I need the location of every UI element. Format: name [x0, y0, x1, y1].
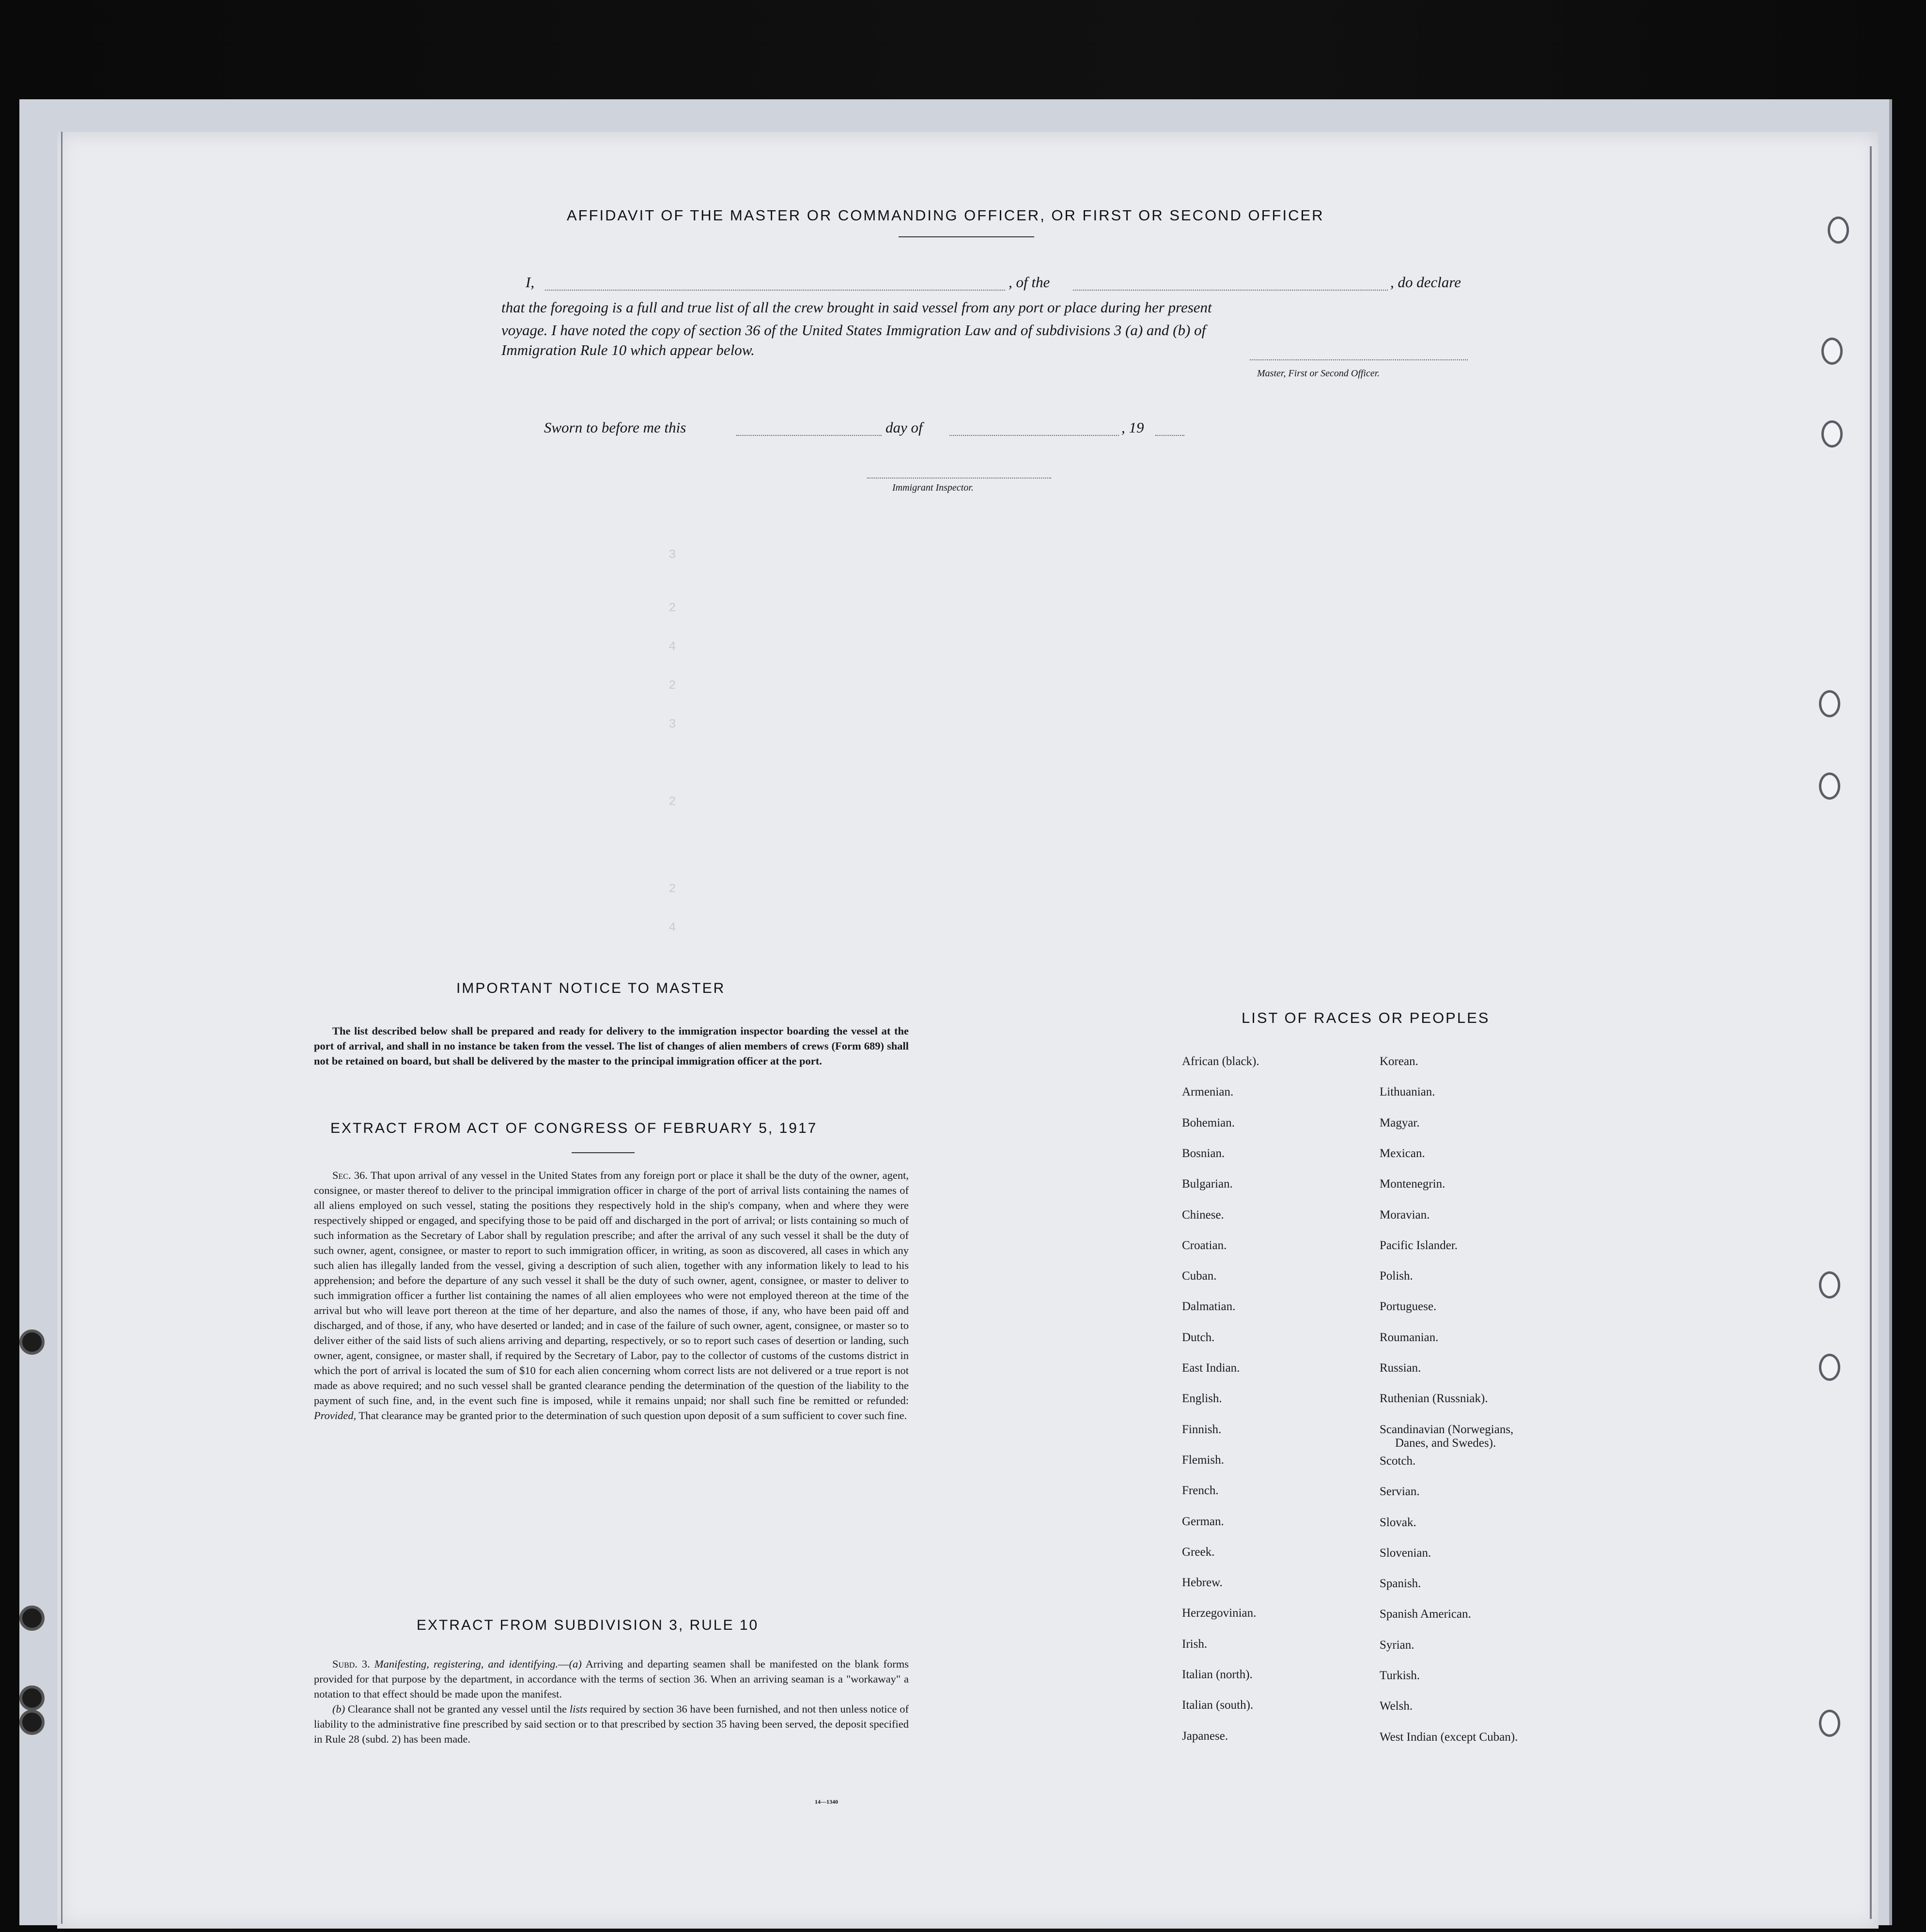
- section-label: Sec. 36.: [332, 1169, 368, 1181]
- race-item: Italian (south).: [1182, 1699, 1254, 1712]
- race-item: Servian.: [1380, 1485, 1420, 1499]
- race-item: East Indian.: [1182, 1361, 1240, 1375]
- rule-extract-title: EXTRACT FROM SUBDIVISION 3, RULE 10: [417, 1617, 759, 1633]
- important-notice-text: [314, 1023, 909, 1068]
- page-edge-line: [1870, 146, 1872, 1919]
- race-item: Spanish American.: [1380, 1607, 1471, 1621]
- race-item: Moravian.: [1380, 1208, 1430, 1221]
- race-item: African (black).: [1182, 1055, 1259, 1068]
- subdivision-label: Subd. 3.: [332, 1658, 370, 1670]
- affidavit-body-line: voyage. I have noted the copy of section 36 of the United States Immigration Law and of subdivisions 3 (a) and (b) of: [501, 322, 1206, 339]
- form-code: 14—1340: [815, 1798, 838, 1805]
- race-item: Turkish.: [1380, 1669, 1420, 1682]
- page-edge-line: [61, 132, 62, 1924]
- bleed-through-mark: 4: [668, 639, 676, 654]
- race-item: Russian.: [1380, 1361, 1421, 1375]
- sworn-text: Sworn to before me this: [544, 419, 686, 436]
- race-item-continuation: Danes, and Swedes).: [1395, 1436, 1496, 1450]
- act-extract-title: EXTRACT FROM ACT OF CONGRESS OF FEBRUARY 5, 1917: [330, 1120, 818, 1136]
- clause-b-text: Clearance shall not be granted any vessel until the: [348, 1703, 567, 1715]
- bleed-through-mark: 2: [668, 601, 676, 615]
- race-item: Bosnian.: [1182, 1146, 1225, 1160]
- race-item: Chinese.: [1182, 1208, 1224, 1221]
- lists-word: lists: [569, 1703, 588, 1715]
- bleed-through-mark: 3: [668, 717, 676, 731]
- subdivision-heading: Manifesting, registering, and identifying.: [374, 1658, 559, 1670]
- race-item: West Indian (except Cuban).: [1380, 1730, 1518, 1744]
- signature-caption: Master, First or Second Officer.: [1257, 368, 1380, 379]
- affidavit-body-line: that the foregoing is a full and true list of all the crew brought in said vessel from any port or place during her present: [501, 299, 1212, 316]
- act-body: That upon arrival of any vessel in the United States from any foreign port or place it shall be the duty of the owner, agent, consignee, or master thereof to deliver to the principal immigration officer in charge of the port of arrival lists containing the names of all aliens employed on such vessel, stating the positions they respectively hold in the ship's company, when and where they were respectively shipped or engaged, and specifying those to be paid off and discharged in the port of arrival; or lists containing so much of such information as the Secretary of Labor shall by regulation prescribe; and after the arrival of any such vessel it shall be the duty of such owner, agent, consignee, or master to report to such immigration officer, in writing, as soon as discovered, all cases in which any such alien has illegally landed from the vessel, giving a description of such alien, together with any information likely to lead to his apprehension; and before the departure of any such vessel it shall be the duty of such owner, agent, consignee, or master to deliver to such immigration officer a further list containing the names of all alien employees who were not employed thereon at the time of the arrival but who will leave port thereon at the time of her departure, and also the names of those, if any, who have been paid off and discharged, and of those, if any, who have deserted or landed; and in case of the failure of such owner, agent, consignee, or master so to deliver either of the said lists of such aliens arriving and departing, respectively, or so to report such cases of desertion or landing, such owner, agent, consignee, or master shall, if required by the Secretary of Labor, pay to the collector of customs of the customs district in which the port of arrival is located the sum of $10 for each alien concerning whom correct lists are not delivered or a true report is not made as above required; and no such vessel shall be granted clearance pending the determination of the question of the liability to the payment of such fine, and, in the event such fine is imposed, while it remains unpaid; nor shall such fine be remitted or refunded:: [314, 1169, 909, 1406]
- race-item: Spanish.: [1380, 1577, 1421, 1591]
- inspector-caption: Immigrant Inspector.: [892, 482, 974, 493]
- affidavit-title: AFFIDAVIT OF THE MASTER OR COMMANDING OFFICER, OR FIRST OR SECOND OFFICER: [567, 207, 1324, 224]
- race-item: Hebrew.: [1182, 1576, 1223, 1590]
- year-prefix: , 19: [1121, 419, 1144, 436]
- race-item: Scandinavian (Norwegians,: [1380, 1422, 1514, 1436]
- affidavit-i: I,: [526, 274, 535, 291]
- inspector-signature-field[interactable]: [867, 478, 1051, 479]
- race-item: Croatian.: [1182, 1238, 1227, 1252]
- race-item: German.: [1182, 1515, 1224, 1528]
- race-item: Greek.: [1182, 1545, 1215, 1559]
- race-item: English.: [1182, 1392, 1222, 1406]
- race-item: Bohemian.: [1182, 1116, 1235, 1129]
- binder-hole: [1819, 1271, 1840, 1298]
- race-item: Flemish.: [1182, 1453, 1224, 1467]
- sworn-month-field[interactable]: [949, 435, 1119, 436]
- title-underline: [899, 236, 1034, 237]
- sworn-year-field[interactable]: [1155, 435, 1184, 436]
- race-item: Montenegrin.: [1380, 1177, 1445, 1191]
- race-item: Ruthenian (Russniak).: [1380, 1392, 1488, 1406]
- rule-extract-text: Subd. 3. Manifesting, registering, and identifying.—(a) Arriving and departing seamen shall be manifested on the blank forms provided for that purpose by the department, in accordance with the terms of section 36. When an arriving seaman is a "workaway" a notation to that effect should be made upon the manifest. (b) Clearance shall not be granted any vessel until the lists required by section 36 have been furnished, and not then unless notice of liability to the administrative fine prescribed by said section or to that prescribed by section 35 having been served, the deposit specified in Rule 28 (subd. 2) has been made.: [314, 1658, 909, 1745]
- race-item: French.: [1182, 1484, 1219, 1498]
- race-item: Lithuanian.: [1380, 1085, 1435, 1099]
- race-item: Herzegovinian.: [1182, 1607, 1257, 1620]
- provided-word: Provided,: [314, 1409, 357, 1422]
- clause-a-label: (a): [569, 1658, 582, 1670]
- bleed-through-mark: 2: [668, 794, 676, 809]
- race-item: Dutch.: [1182, 1330, 1215, 1344]
- race-item: Scotch.: [1380, 1454, 1416, 1468]
- clause-b-label: (b): [332, 1703, 345, 1715]
- binder-hole: [1819, 690, 1840, 717]
- affidavit-of-the: , of the: [1009, 274, 1050, 291]
- race-item: Dalmatian.: [1182, 1300, 1236, 1314]
- bleed-through-mark: 2: [668, 881, 676, 896]
- clause-a-text: Arriving and departing seamen shall be manifested on the blank forms provided for that purpose by the department, in accordance with the terms of section 36. When an arriving seaman is a "workaway" a notation to that effect should be made upon the manifest.: [314, 1658, 909, 1700]
- sworn-day-field[interactable]: [736, 435, 882, 436]
- binder-hole: [1821, 420, 1843, 448]
- bleed-through-mark: 3: [668, 547, 676, 562]
- vessel-name-field[interactable]: [1073, 290, 1388, 291]
- act-body-end: That clearance may be granted prior to the determination of such question upon deposit of a sum sufficient to cover such fine.: [358, 1409, 907, 1422]
- binder-hole: [1819, 1354, 1840, 1381]
- race-item: Magyar.: [1380, 1116, 1420, 1129]
- clause-b-text-end: required by section 36 have been furnished, and not then unless notice of liability to the administrative fine prescribed by said section or to that prescribed by section 35 having been served, the deposit specified in Rule 28 (subd. 2) has been made.: [314, 1703, 909, 1745]
- binder-hole: [1819, 773, 1840, 800]
- master-name-field[interactable]: [545, 290, 1005, 291]
- act-extract-text: [314, 1168, 909, 1423]
- race-item: Irish.: [1182, 1637, 1208, 1651]
- important-notice-paragraph: The list described below shall be prepared and ready for delivery to the immigration inspector boarding the vessel at the port of arrival, and shall in no instance be taken from the vessel. The list of changes of alien members of crews (Form 689) shall not be retained on board, but shall be delivered by the master to the principal immigration officer at the port.: [314, 1025, 909, 1067]
- race-item: Japanese.: [1182, 1729, 1228, 1743]
- affidavit-body-line: Immigration Rule 10 which appear below.: [501, 341, 755, 358]
- binding-hole: [19, 1606, 45, 1631]
- races-title: LIST OF RACES OR PEOPLES: [1242, 1009, 1490, 1026]
- race-item: Mexican.: [1380, 1146, 1425, 1160]
- important-notice-title: IMPORTANT NOTICE TO MASTER: [456, 980, 726, 996]
- race-item: Syrian.: [1380, 1638, 1414, 1652]
- bleed-through-mark: 2: [668, 678, 676, 693]
- race-item: Roumanian.: [1380, 1330, 1439, 1344]
- race-item: Welsh.: [1380, 1700, 1413, 1713]
- race-item: Korean.: [1380, 1055, 1418, 1068]
- binder-hole: [1828, 216, 1849, 244]
- race-item: Bulgarian.: [1182, 1177, 1233, 1191]
- race-item: Polish.: [1380, 1269, 1413, 1283]
- race-item: Finnish.: [1182, 1422, 1222, 1436]
- race-item: Cuban.: [1182, 1269, 1217, 1283]
- title-underline: [572, 1152, 635, 1153]
- bleed-through-mark: 4: [668, 920, 676, 935]
- affidavit-declare: , do declare: [1390, 274, 1461, 291]
- binding-hole: [19, 1710, 45, 1735]
- race-item: Portuguese.: [1380, 1300, 1437, 1314]
- master-signature-field[interactable]: [1250, 359, 1468, 360]
- binder-hole: [1819, 1710, 1840, 1737]
- race-item: Pacific Islander.: [1380, 1238, 1458, 1252]
- day-of-text: day of: [885, 419, 923, 436]
- race-item: Slovenian.: [1380, 1546, 1431, 1560]
- binder-hole: [1821, 338, 1843, 365]
- binding-hole: [19, 1329, 45, 1355]
- race-item: Italian (north).: [1182, 1668, 1253, 1681]
- race-item: Slovak.: [1380, 1515, 1416, 1529]
- race-item: Armenian.: [1182, 1085, 1234, 1099]
- binding-hole: [19, 1685, 45, 1711]
